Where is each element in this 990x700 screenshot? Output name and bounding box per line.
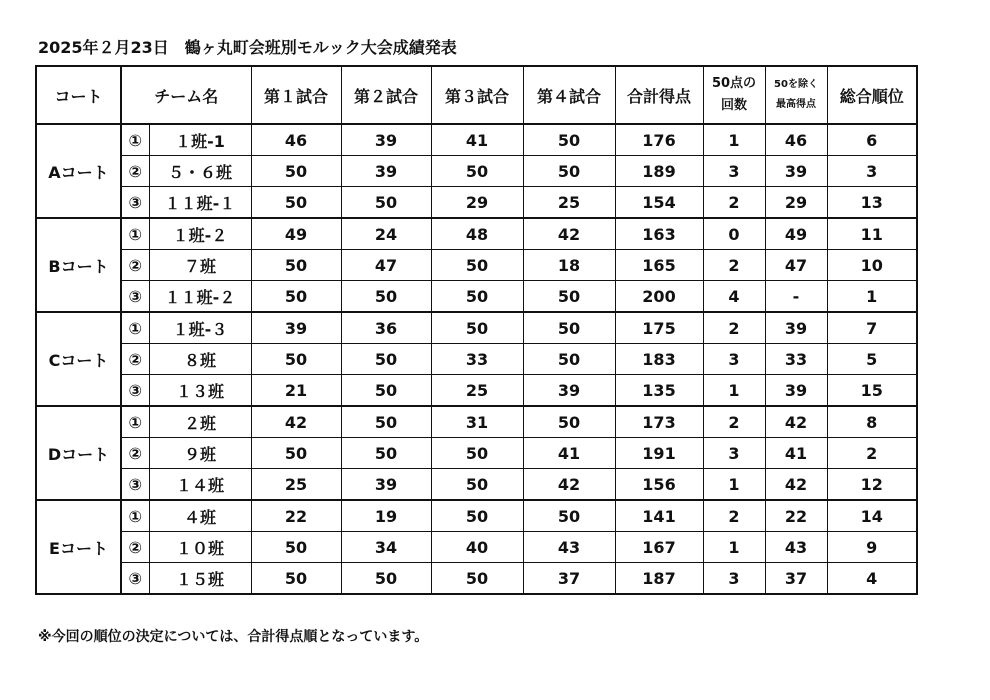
best-score: 39: [765, 375, 827, 407]
table-row: [36, 124, 917, 156]
game3-score: 33: [431, 344, 523, 375]
header-row: [36, 66, 917, 124]
game4-score: 43: [523, 532, 615, 563]
best-score: 37: [765, 563, 827, 595]
game3-score: 50: [431, 563, 523, 595]
team-name: ５・６班: [149, 156, 251, 187]
game1-score: 22: [251, 500, 341, 532]
row-number: ③: [121, 281, 149, 313]
table-row: [36, 469, 917, 501]
count50-value: 2: [703, 406, 765, 438]
team-name: １１班-１: [149, 187, 251, 219]
header-best-line1: 50を除く: [774, 79, 818, 90]
header-count50-line2: 回数: [720, 98, 747, 113]
row-number: ③: [121, 469, 149, 501]
header-total: 合計得点: [615, 66, 703, 124]
header-game1: 第１試合: [251, 66, 341, 124]
game4-score: 42: [523, 469, 615, 501]
table-row: [36, 500, 917, 532]
game4-score: 50: [523, 156, 615, 187]
table-row: [36, 187, 917, 219]
game1-score: 25: [251, 469, 341, 501]
total-score: 165: [615, 250, 703, 281]
total-score: 156: [615, 469, 703, 501]
count50-value: 0: [703, 218, 765, 250]
rank-value: 4: [827, 563, 917, 595]
game1-score: 21: [251, 375, 341, 407]
results-table: [35, 65, 918, 595]
count50-value: 3: [703, 344, 765, 375]
best-score: 22: [765, 500, 827, 532]
rank-value: 10: [827, 250, 917, 281]
count50-value: 4: [703, 281, 765, 313]
team-name: １班-３: [149, 312, 251, 344]
table-row: [36, 281, 917, 313]
game4-score: 50: [523, 281, 615, 313]
best-score: -: [765, 281, 827, 313]
game2-score: 50: [341, 406, 431, 438]
rank-value: 9: [827, 532, 917, 563]
header-team: チーム名: [121, 66, 251, 124]
footnote: ※今回の順位の決定については、合計得点順となっています。: [38, 629, 429, 645]
game4-score: 50: [523, 344, 615, 375]
rank-value: 5: [827, 344, 917, 375]
count50-value: 2: [703, 312, 765, 344]
rank-value: 8: [827, 406, 917, 438]
court-name: Eコート: [36, 500, 121, 594]
page-title: 2025年２月23日 鶴ヶ丸町会班別モルック大会成績発表: [38, 38, 457, 57]
best-score: 41: [765, 438, 827, 469]
game1-score: 50: [251, 344, 341, 375]
row-number: ②: [121, 250, 149, 281]
table-row: [36, 438, 917, 469]
header-best: [765, 66, 827, 124]
game2-score: 39: [341, 156, 431, 187]
header-game4: 第４試合: [523, 66, 615, 124]
best-score: 49: [765, 218, 827, 250]
game3-score: 50: [431, 469, 523, 501]
count50-value: 3: [703, 438, 765, 469]
row-number: ②: [121, 532, 149, 563]
total-score: 189: [615, 156, 703, 187]
total-score: 163: [615, 218, 703, 250]
game4-score: 18: [523, 250, 615, 281]
game1-score: 50: [251, 438, 341, 469]
team-name: ２班: [149, 406, 251, 438]
table-row: [36, 156, 917, 187]
team-name: １３班: [149, 375, 251, 407]
count50-value: 1: [703, 124, 765, 156]
rank-value: 14: [827, 500, 917, 532]
total-score: 183: [615, 344, 703, 375]
best-score: 47: [765, 250, 827, 281]
game3-score: 29: [431, 187, 523, 219]
game1-score: 50: [251, 156, 341, 187]
total-score: 200: [615, 281, 703, 313]
game2-score: 50: [341, 281, 431, 313]
header-count50: [703, 66, 765, 124]
rank-value: 13: [827, 187, 917, 219]
best-score: 39: [765, 156, 827, 187]
game4-score: 50: [523, 312, 615, 344]
header-rank: 総合順位: [827, 66, 917, 124]
count50-value: 1: [703, 469, 765, 501]
count50-value: 1: [703, 375, 765, 407]
header-best-line2: 最高得点: [776, 99, 816, 110]
game1-score: 50: [251, 250, 341, 281]
row-number: ①: [121, 218, 149, 250]
game1-score: 50: [251, 281, 341, 313]
game2-score: 34: [341, 532, 431, 563]
game3-score: 50: [431, 281, 523, 313]
header-court: コート: [36, 66, 121, 124]
total-score: 135: [615, 375, 703, 407]
count50-value: 3: [703, 563, 765, 595]
game1-score: 46: [251, 124, 341, 156]
table-row: [36, 250, 917, 281]
row-number: ③: [121, 375, 149, 407]
team-name: １０班: [149, 532, 251, 563]
game4-score: 50: [523, 406, 615, 438]
game2-score: 50: [341, 438, 431, 469]
game4-score: 42: [523, 218, 615, 250]
game3-score: 41: [431, 124, 523, 156]
court-name: Bコート: [36, 218, 121, 312]
team-name: ４班: [149, 500, 251, 532]
row-number: ①: [121, 312, 149, 344]
game1-score: 42: [251, 406, 341, 438]
total-score: 173: [615, 406, 703, 438]
row-number: ②: [121, 438, 149, 469]
rank-value: 2: [827, 438, 917, 469]
team-name: ７班: [149, 250, 251, 281]
rank-value: 6: [827, 124, 917, 156]
game3-score: 50: [431, 500, 523, 532]
total-score: 187: [615, 563, 703, 595]
team-name: １班-２: [149, 218, 251, 250]
count50-value: 3: [703, 156, 765, 187]
game3-score: 50: [431, 438, 523, 469]
header-game3: 第３試合: [431, 66, 523, 124]
results-body: [36, 124, 917, 594]
best-score: 39: [765, 312, 827, 344]
game1-score: 50: [251, 532, 341, 563]
game2-score: 47: [341, 250, 431, 281]
total-score: 154: [615, 187, 703, 219]
table-row: [36, 218, 917, 250]
best-score: 43: [765, 532, 827, 563]
court-name: Dコート: [36, 406, 121, 500]
game2-score: 50: [341, 344, 431, 375]
best-score: 42: [765, 469, 827, 501]
game3-score: 50: [431, 250, 523, 281]
game1-score: 50: [251, 563, 341, 595]
game1-score: 49: [251, 218, 341, 250]
game3-score: 48: [431, 218, 523, 250]
rank-value: 11: [827, 218, 917, 250]
row-number: ①: [121, 124, 149, 156]
header-game2: 第２試合: [341, 66, 431, 124]
row-number: ③: [121, 187, 149, 219]
game4-score: 25: [523, 187, 615, 219]
game3-score: 31: [431, 406, 523, 438]
game3-score: 50: [431, 156, 523, 187]
rank-value: 7: [827, 312, 917, 344]
count50-value: 2: [703, 500, 765, 532]
game4-score: 39: [523, 375, 615, 407]
game4-score: 50: [523, 124, 615, 156]
total-score: 176: [615, 124, 703, 156]
best-score: 46: [765, 124, 827, 156]
count50-value: 2: [703, 250, 765, 281]
rank-value: 3: [827, 156, 917, 187]
game4-score: 50: [523, 500, 615, 532]
game2-score: 50: [341, 187, 431, 219]
total-score: 167: [615, 532, 703, 563]
game1-score: 50: [251, 187, 341, 219]
table-row: [36, 312, 917, 344]
game3-score: 50: [431, 312, 523, 344]
table-row: [36, 375, 917, 407]
rank-value: 15: [827, 375, 917, 407]
total-score: 175: [615, 312, 703, 344]
best-score: 33: [765, 344, 827, 375]
table-row: [36, 563, 917, 595]
team-name: ８班: [149, 344, 251, 375]
total-score: 141: [615, 500, 703, 532]
court-name: Cコート: [36, 312, 121, 406]
game2-score: 19: [341, 500, 431, 532]
row-number: ①: [121, 406, 149, 438]
total-score: 191: [615, 438, 703, 469]
row-number: ③: [121, 563, 149, 595]
game2-score: 36: [341, 312, 431, 344]
team-name: １１班-２: [149, 281, 251, 313]
header-count50-line1: 50点の: [711, 76, 757, 91]
team-name: １班-1: [149, 124, 251, 156]
game2-score: 50: [341, 563, 431, 595]
game2-score: 39: [341, 469, 431, 501]
court-name: Aコート: [36, 124, 121, 218]
game3-score: 40: [431, 532, 523, 563]
table-row: [36, 344, 917, 375]
team-name: １４班: [149, 469, 251, 501]
game4-score: 41: [523, 438, 615, 469]
row-number: ②: [121, 344, 149, 375]
game2-score: 24: [341, 218, 431, 250]
count50-value: 1: [703, 532, 765, 563]
team-name: １５班: [149, 563, 251, 595]
game3-score: 25: [431, 375, 523, 407]
best-score: 42: [765, 406, 827, 438]
game2-score: 50: [341, 375, 431, 407]
game1-score: 39: [251, 312, 341, 344]
team-name: ９班: [149, 438, 251, 469]
rank-value: 12: [827, 469, 917, 501]
table-row: [36, 406, 917, 438]
best-score: 29: [765, 187, 827, 219]
game4-score: 37: [523, 563, 615, 595]
row-number: ②: [121, 156, 149, 187]
rank-value: 1: [827, 281, 917, 313]
table-row: [36, 532, 917, 563]
row-number: ①: [121, 500, 149, 532]
game2-score: 39: [341, 124, 431, 156]
count50-value: 2: [703, 187, 765, 219]
